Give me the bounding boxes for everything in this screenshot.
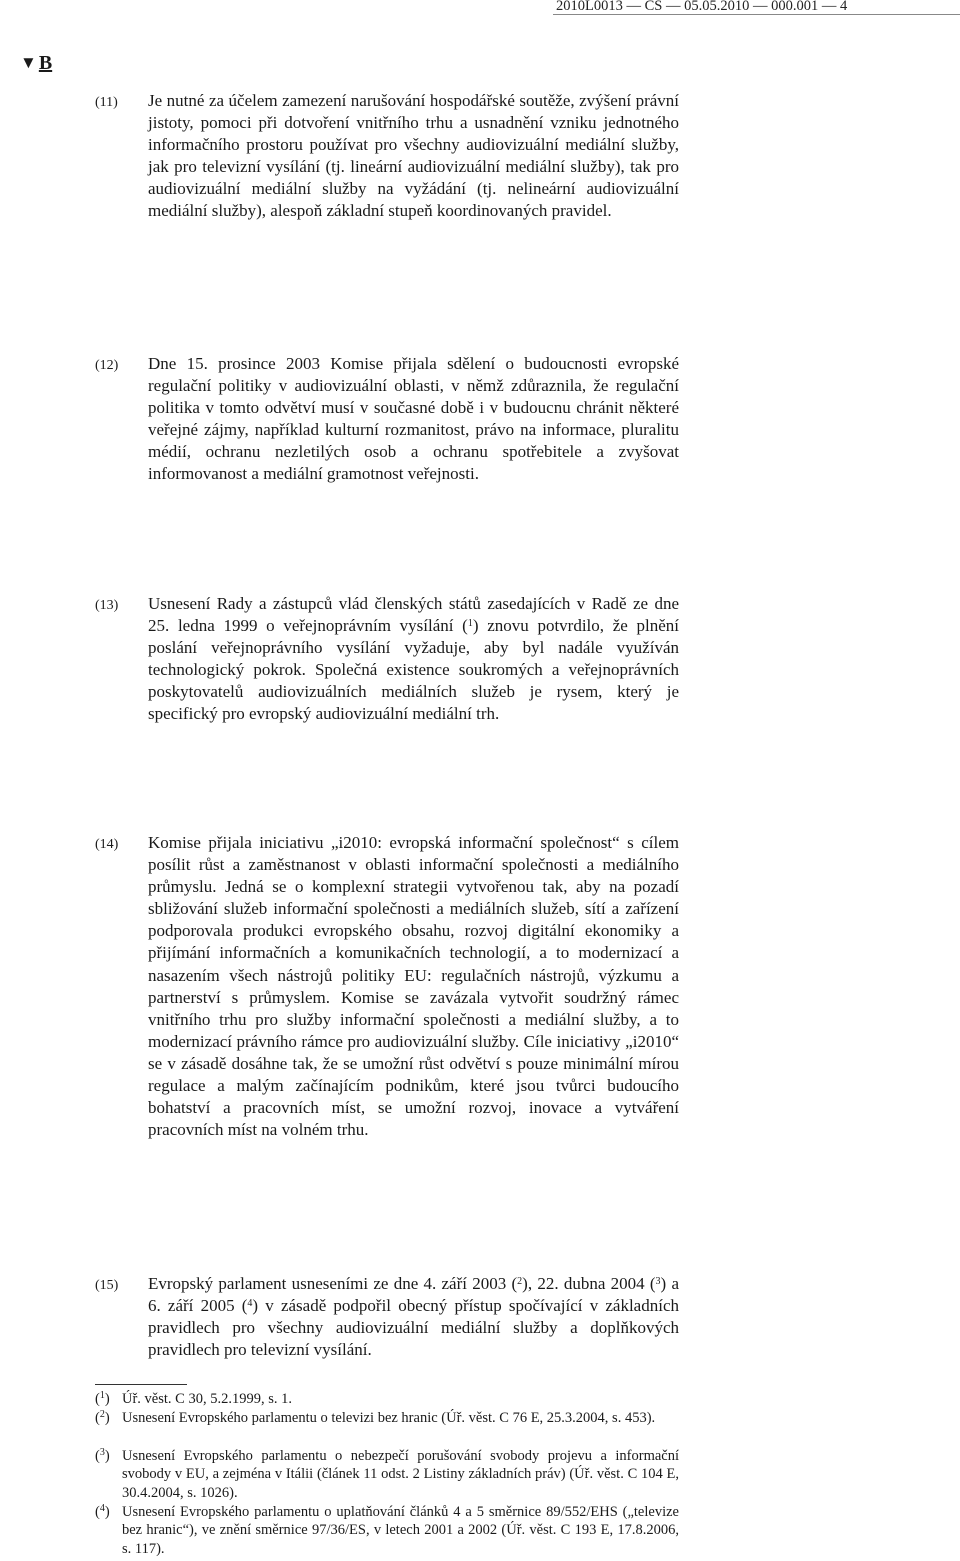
footnote-ref[interactable]: 4 xyxy=(247,1298,253,1310)
amendment-marker xyxy=(20,52,52,75)
footnote-number: ($^4$) xyxy=(95,1503,110,1520)
triangle-down-icon: ▼ xyxy=(20,53,37,72)
footnote-text: Usnesení Evropského parlamentu o uplatňování článků 4 a 5 směrnice 89/552/EHS („televize bez hranic“), ve znění směrnice 97/36/ES, v letech 2001 a 2002 (Úř. věst. C 193 E, 17.8.2006, s. 117). xyxy=(122,1504,679,1557)
footnote-text: Úř. věst. C 30, 5.2.1999, s. 1. xyxy=(122,1391,292,1407)
marker-letter: B xyxy=(38,52,53,74)
footnote-ref[interactable]: 3 xyxy=(655,1276,661,1287)
header-rule xyxy=(553,14,960,15)
footnote-number: ($^1$) xyxy=(95,1390,110,1407)
footnote-ref[interactable]: 2 xyxy=(517,1276,523,1287)
recital-text: Je nutné za účelem zamezení narušování hospodářské soutěže, zvýšení právní jistoty, pomoci při dotvoření vnitřního trhu a usnadnění vzniku jednotného informačního prostoru používat pro všechny audiovizuální mediální služby, jak pro televizní vysílání (tj. lineární audiovizuální mediální služby), tak pro audiovizuální mediální služby na vyžádání (tj. nelineární audiovizuální mediální služby), alespoň základní stupeň koordinovaných pravidel. xyxy=(148,91,679,221)
footnote-text: Usnesení Evropského parlamentu o televizi bez hranic (Úř. věst. C 76 E, 25.3.2004, s. 453). xyxy=(122,1410,656,1426)
footnote-number: ($^3$) xyxy=(95,1447,110,1464)
recital-text: Usnesení Rady a zástupců vlád členských států zasedajících v Radě ze dne 25. ledna 1999 o veřejnoprávním vysílání ($^1$) znovu potvrdilo, že plnění poslání veřejnoprávního vysílání vyžaduje, aby byl nadále využíván technologický pokrok. Společná existence soukromých a veřejnoprávních poskytovatelů audiovizuálních mediálních služeb je rysem, který je specifický pro evropský audiovizuální mediální trh. xyxy=(148,594,680,724)
recital-number: (11) xyxy=(95,95,118,110)
recital-number: (13) xyxy=(95,598,119,613)
footnote-number: ($^2$) xyxy=(95,1409,110,1426)
footnote-ref[interactable]: 1 xyxy=(467,618,473,630)
recital-number: (14) xyxy=(95,837,119,852)
recital-text: Dne 15. prosince 2003 Komise přijala sdělení o budoucnosti evropské regulační politiky v audiovizuální oblasti, v němž zdůraznila, že regulační politika v tomto odvětví musí v současné době i v budoucnu chránit některé veřejné zájmy, například kulturní rozmanitost, právo na informace, pluralitu médií, ochranu nezletilých osob a ochranu spotřebitele a zvyšovat informovanost a mediální gramotnost veřejnosti. xyxy=(148,354,679,484)
recital-number: (15) xyxy=(95,1278,119,1293)
document-reference: 2010L0013 — CS — 05.05.2010 — 000.001 — 4 xyxy=(556,0,848,14)
recital-text: Evropský parlament usneseními ze dne 4. září 2003 ($^2$), 22. dubna 2004 ($^3$) a 6. září 2005 ($^4$) v zásadě podpořil obecný přístup spočívající v základních pravidlech pro všechny audiovizuální mediální služby a doplňkových pravidlech pro televizní vysílání. xyxy=(148,1274,679,1360)
recital-number: (12) xyxy=(95,358,119,373)
recital-text: Komise přijala iniciativu „i2010: evropská informační společnost“ s cílem posílit růst a zaměstnanost v oblasti informační společnosti a mediálního průmyslu. Jedná se o komplexní strategii vytvořenou tak, aby na pozadí sbližování služeb informační společnosti a mediálních služeb, sítí a zařízení podporovala produkci evropského obsahu, rozvoj digitální ekonomiky a přijímání informačních a komunikačních technologií, a to modernizací a nasazením všech nástrojů politiky EU: regulačních nástrojů, výzkumu a partnerství s průmyslem. Komise se zavázala vytvořit soudržný rámec vnitřního trhu pro služby informační společnosti a mediální služby, a to modernizací právního rámce pro audiovizuální služby. Cíle iniciativy „i2010“ se v zásadě dosáhne tak, že se umožní růst odvětví s pouze minimální mírou regulace a malým začínajícím podnikům, které jsou tvůrci budoucího bohatství a pracovních míst, se umožní rozvoj, inovace a vytváření pracovních míst na volném trhu. xyxy=(148,833,679,1140)
footnote-separator xyxy=(95,1384,187,1385)
footnote-text: Usnesení Evropského parlamentu o nebezpečí porušování svobody projevu a informační svobody v EU, a zejména v Itálii (článek 11 odst. 2 Listiny základních práv) (Úř. věst. C 104 E, 30.4.2004, s. 1026). xyxy=(122,1448,679,1501)
